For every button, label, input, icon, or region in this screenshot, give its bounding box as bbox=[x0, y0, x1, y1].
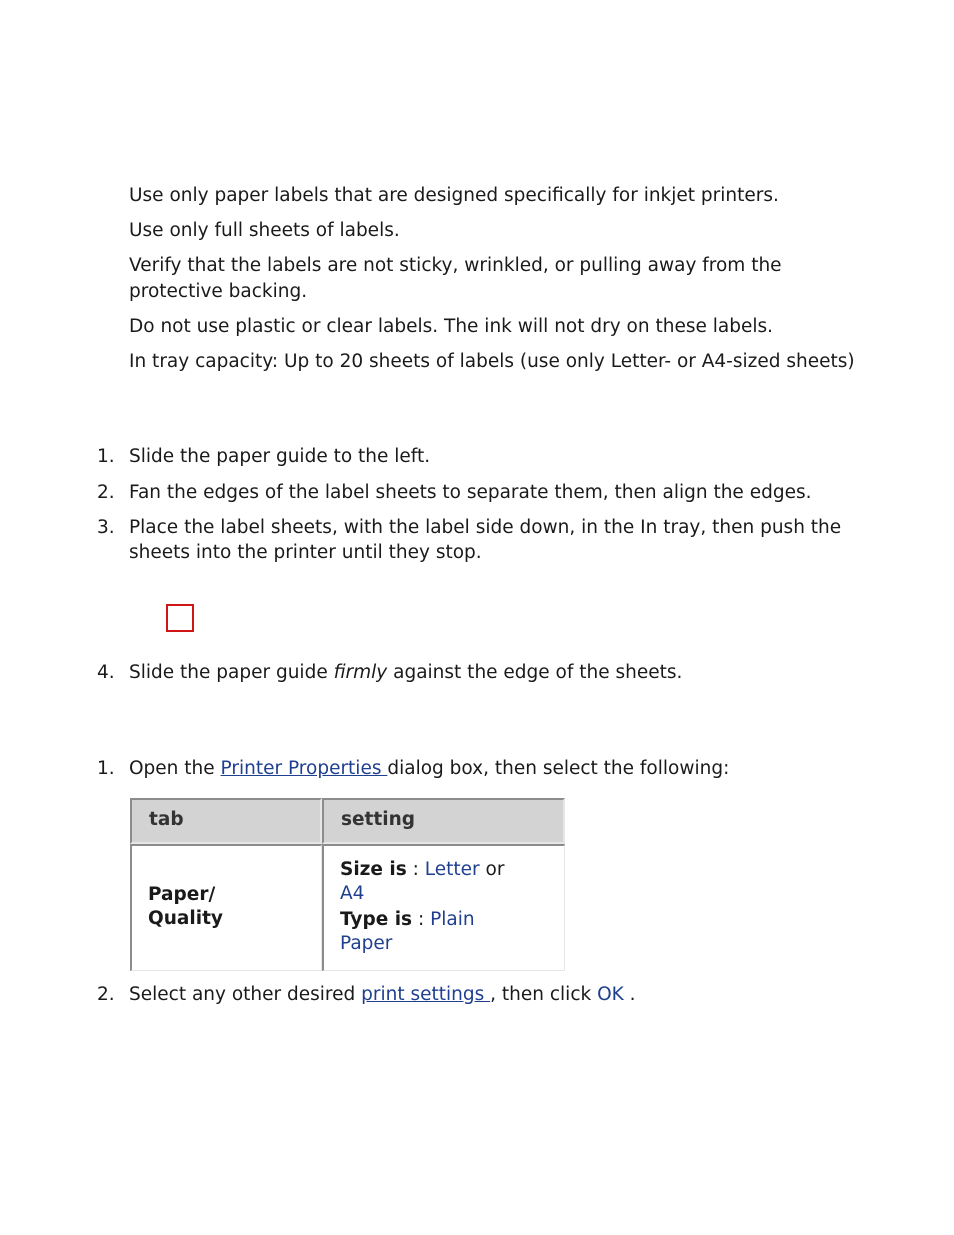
type-setting bbox=[340, 908, 548, 932]
emphasis-firmly: firmly bbox=[333, 662, 388, 683]
guideline-no-plastic: Do not use plastic or clear labels. The ink will not dry on these labels. bbox=[129, 316, 773, 337]
step-text: dialog box, then select the following: bbox=[387, 758, 730, 779]
step-open-printer-properties bbox=[129, 756, 729, 782]
step-select-print-settings bbox=[129, 982, 636, 1008]
print-settings-link[interactable]: print settings bbox=[361, 984, 491, 1005]
guideline-verify-line2: protective backing. bbox=[129, 281, 308, 302]
step-number: 2. bbox=[97, 482, 115, 503]
step-text: , then click bbox=[490, 984, 598, 1005]
step-text: against the edge of the sheets. bbox=[387, 662, 683, 683]
step-number: 2. bbox=[97, 984, 115, 1005]
broken-image-icon bbox=[166, 604, 194, 632]
guideline-inkjet-labels: Use only paper labels that are designed specifically for inkjet printers. bbox=[129, 185, 779, 206]
separator: : bbox=[412, 909, 431, 930]
or-text: or bbox=[479, 859, 505, 880]
settings-table bbox=[130, 798, 565, 971]
type-value-plain: Plain bbox=[430, 909, 475, 930]
size-setting bbox=[340, 858, 548, 882]
step-text: Slide the paper guide bbox=[129, 662, 334, 683]
table-row bbox=[130, 844, 565, 971]
type-label: Type is bbox=[340, 909, 413, 930]
table-cell-setting bbox=[322, 844, 565, 971]
table-cell-tab bbox=[130, 844, 322, 971]
size-label: Size is bbox=[340, 859, 407, 880]
size-value-a4: A4 bbox=[340, 883, 365, 904]
step-place-sheets-line1: Place the label sheets, with the label side down, in the In tray, then push the bbox=[129, 517, 842, 538]
step-slide-guide-firmly bbox=[129, 660, 682, 686]
tab-name-line2: Quality bbox=[148, 908, 223, 929]
step-number: 4. bbox=[97, 662, 115, 683]
step-number: 1. bbox=[97, 758, 115, 779]
tab-name-line1: Paper/ bbox=[148, 884, 216, 905]
guideline-full-sheets: Use only full sheets of labels. bbox=[129, 220, 400, 241]
step-number: 1. bbox=[97, 446, 115, 467]
size-value-letter: Letter bbox=[424, 859, 480, 880]
printer-properties-link[interactable]: Printer Properties bbox=[220, 758, 388, 779]
ok-label: OK bbox=[597, 984, 624, 1005]
guideline-tray-capacity: In tray capacity: Up to 20 sheets of labels (use only Letter- or A4-sized sheets) bbox=[129, 351, 855, 372]
guideline-verify-line1: Verify that the labels are not sticky, wrinkled, or pulling away from the bbox=[129, 255, 782, 276]
step-fan-edges: Fan the edges of the label sheets to separate them, then align the edges. bbox=[129, 482, 812, 503]
step-slide-guide-left: Slide the paper guide to the left. bbox=[129, 446, 431, 467]
step-text: Open the bbox=[129, 758, 221, 779]
step-place-sheets-line2: sheets into the printer until they stop. bbox=[129, 542, 482, 563]
table-header-setting: setting bbox=[322, 798, 565, 844]
separator: : bbox=[406, 859, 425, 880]
step-text: Select any other desired bbox=[129, 984, 362, 1005]
type-value-paper: Paper bbox=[340, 933, 393, 954]
step-text: . bbox=[623, 984, 636, 1005]
step-number: 3. bbox=[97, 517, 115, 538]
table-header-tab: tab bbox=[130, 798, 322, 844]
